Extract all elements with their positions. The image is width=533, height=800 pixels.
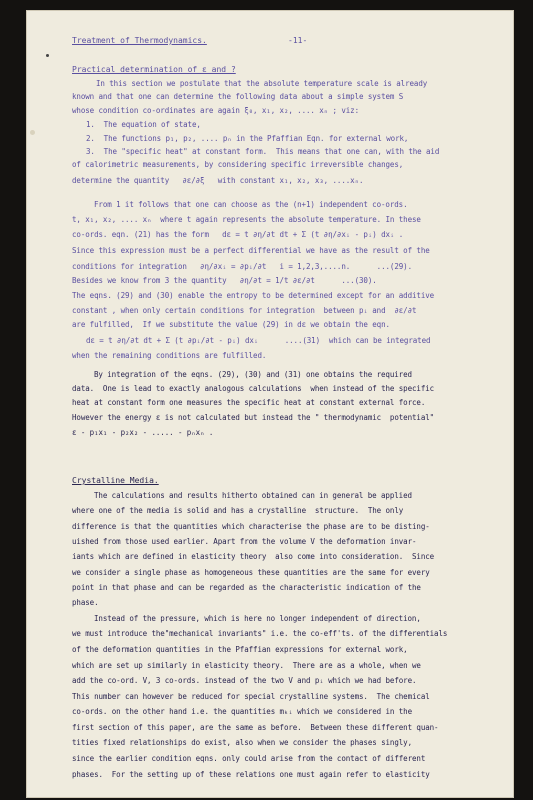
text-line: where one of the media is solid and has a crystalline structure. The only bbox=[72, 506, 404, 515]
text-line: whose condition co-ordinates are again ξ₀, x₁, x₂, .... xₙ ; viz: bbox=[72, 106, 360, 115]
text-line: known and that one can determine the following data about a simple system S bbox=[72, 92, 404, 101]
text-line: In this section we postulate that the absolute temperature scale is already bbox=[96, 79, 428, 88]
text-line: However the energy ε is not calculated but instead the " thermodynamic potential" bbox=[72, 413, 435, 422]
text-line: ε - p₁x₁ - p₂x₂ - ..... - pₙxₙ . bbox=[72, 428, 214, 437]
page-number: -11- bbox=[288, 36, 308, 45]
text-line: uished from those used earlier. Apart from the volume V the deformation invar- bbox=[72, 537, 417, 546]
text-line: 1. The equation of state, bbox=[86, 120, 201, 129]
text-line: of the deformation quantities in the Pfaffian expressions for external work, bbox=[72, 645, 408, 654]
text-line: when the remaining conditions are fulfilled. bbox=[72, 351, 267, 360]
text-line: phases. For the setting up of these relations one must again refer to elasticity bbox=[72, 770, 430, 779]
text-line: Since this expression must be a perfect differential we have as the result of the bbox=[72, 246, 430, 255]
text-line: co-ords. eqn. (21) has the form dε = t ∂η/∂t dt + Σ (t ∂η/∂xᵢ - pᵢ) dxᵢ . bbox=[72, 230, 404, 239]
text-line: tities fixed relationships do exist, also when we consider the phases singly, bbox=[72, 738, 412, 747]
text-line: By integration of the eqns. (29), (30) and (31) one obtains the required bbox=[94, 370, 412, 379]
text-line: difference is that the quantities which characterise the phase are to be disting- bbox=[72, 522, 430, 531]
text-line: point in that phase and can be regarded as the characteristic indication of the bbox=[72, 583, 421, 592]
text-line: data. One is lead to exactly analogous calculations when instead of the specific bbox=[72, 384, 435, 393]
text-line: From 1 it follows that one can choose as the (n+1) independent co-ords. bbox=[94, 200, 408, 209]
text-line: The calculations and results hitherto obtained can in general be applied bbox=[94, 491, 412, 500]
header-title: Treatment of Thermodynamics. bbox=[72, 36, 207, 45]
text-line: phase. bbox=[72, 598, 99, 607]
text-line: first section of this paper, are the same as before. Between these different quan- bbox=[72, 723, 439, 732]
text-line: which are set up similarly in elasticity theory. There are as a whole, when we bbox=[72, 661, 421, 670]
text-line: we consider a single phase as homogeneous these quantities are the same for every bbox=[72, 568, 430, 577]
text-line: we must introduce the"mechanical invariants" i.e. the co-eff'ts. of the differentials bbox=[72, 629, 448, 638]
text-line: of calorimetric measurements, by considering specific irreversible changes, bbox=[72, 160, 404, 169]
text-line: 2. The functions p₁, p₂, .... pₙ in the Pfaffian Eqn. for external work, bbox=[86, 134, 409, 143]
text-line: add the co-ord. V, 3 co-ords. instead of the two V and pᵢ which we had before. bbox=[72, 676, 417, 685]
text-line: since the earlier condition eqns. only could arise from the contact of different bbox=[72, 754, 426, 763]
document-page bbox=[26, 10, 514, 798]
text-line: iants which are defined in elasticity theory also come into consideration. Since bbox=[72, 552, 435, 561]
text-line: conditions for integration ∂η/∂xᵢ = ∂pᵢ/∂t i = 1,2,3,....n. ...(29). bbox=[72, 262, 412, 271]
text-line: Instead of the pressure, which is here no longer independent of direction, bbox=[94, 614, 421, 623]
text-line: This number can however be reduced for special crystalline systems. The chemical bbox=[72, 692, 430, 701]
punch-hole bbox=[30, 130, 35, 135]
text-line: are fulfilled, If we substitute the value (29) in dε we obtain the eqn. bbox=[72, 320, 390, 329]
text-line: determine the quantity ∂ε/∂ξ with constant x₁, x₂, x₃, ....xₙ. bbox=[72, 176, 364, 185]
text-line: co-ords. on the other hand i.e. the quantities mₖᵢ which we considered in the bbox=[72, 707, 412, 716]
text-line: The eqns. (29) and (30) enable the entropy to be determined except for an additive bbox=[72, 291, 435, 300]
text-line: 3. The "specific heat" at constant form. This means that one can, with the aid bbox=[86, 147, 440, 156]
margin-mark bbox=[46, 54, 49, 57]
text-line: heat at constant form one measures the specific heat at constant external force. bbox=[72, 398, 426, 407]
text-line: t, x₁, x₂, .... xₙ where t again represents the absolute temperature. In these bbox=[72, 215, 421, 224]
text-line: Besides we know from 3 the quantity ∂η/∂t = 1/t ∂ε/∂t ...(30). bbox=[72, 276, 377, 285]
section-title: Practical determination of ε and ? bbox=[72, 65, 236, 74]
text-line: constant , when only certain conditions for integration between pᵢ and ∂ε/∂t bbox=[72, 306, 417, 315]
text-line: dε = t ∂η/∂t dt + Σ (t ∂pᵢ/∂t - pᵢ) dxᵢ ....(31) which can be integrated bbox=[86, 336, 431, 345]
section-title: Crystalline Media. bbox=[72, 476, 159, 485]
